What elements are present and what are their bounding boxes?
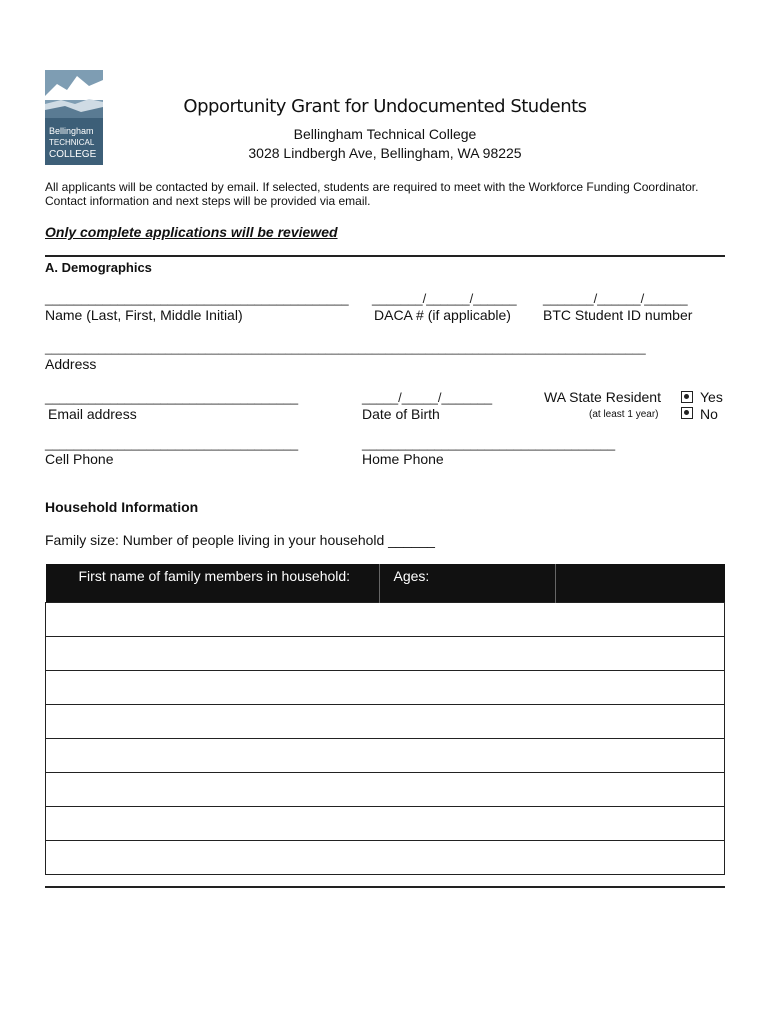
- address-field[interactable]: __________________________________________________________________________________________: [45, 341, 646, 355]
- family-name-cell[interactable]: [46, 637, 380, 671]
- logo-line-3: COLLEGE: [49, 149, 97, 160]
- resident-yes-label: Yes: [700, 389, 723, 405]
- table-row: [46, 705, 725, 739]
- resident-label: WA State Resident: [544, 389, 661, 405]
- age-cell[interactable]: [379, 773, 555, 807]
- table-row: [46, 841, 725, 875]
- age-cell[interactable]: [379, 807, 555, 841]
- col-first-name-header: First name of family members in household:: [46, 564, 380, 603]
- email-field[interactable]: ___________________________________: [45, 390, 299, 405]
- resident-yes-radio[interactable]: [681, 391, 693, 403]
- family-name-cell[interactable]: [46, 671, 380, 705]
- table-row: [46, 637, 725, 671]
- age-cell[interactable]: [379, 671, 555, 705]
- household-heading: Household Information: [45, 499, 199, 515]
- college-name: Bellingham Technical College: [293, 126, 477, 142]
- table-row: [46, 807, 725, 841]
- home-phone-label: Home Phone: [362, 451, 444, 467]
- name-field[interactable]: __________________________________________: [45, 291, 349, 306]
- page-title: Opportunity Grant for Undocumented Students: [183, 96, 587, 117]
- notice-text: Only complete applications will be reviewed: [45, 224, 338, 240]
- family-size-line[interactable]: Family size: Number of people living in your household ______: [45, 532, 435, 548]
- extra-cell[interactable]: [555, 603, 725, 637]
- resident-note: (at least 1 year): [589, 409, 659, 420]
- age-cell[interactable]: [379, 841, 555, 875]
- demographics-heading: A. Demographics: [45, 260, 152, 275]
- family-name-cell[interactable]: [46, 603, 380, 637]
- family-name-cell[interactable]: [46, 807, 380, 841]
- col-ages-header: Ages:: [379, 564, 555, 603]
- extra-cell[interactable]: [555, 841, 725, 875]
- section-divider: [45, 255, 725, 257]
- family-name-cell[interactable]: [46, 739, 380, 773]
- family-name-cell[interactable]: [46, 705, 380, 739]
- cell-phone-label: Cell Phone: [45, 451, 114, 467]
- extra-cell[interactable]: [555, 739, 725, 773]
- btc-id-field[interactable]: _______/______/______: [543, 291, 688, 306]
- email-label: Email address: [48, 406, 137, 422]
- table-row: [46, 603, 725, 637]
- age-cell[interactable]: [379, 603, 555, 637]
- address-label: Address: [45, 356, 97, 372]
- family-name-cell[interactable]: [46, 841, 380, 875]
- table-row: [46, 739, 725, 773]
- daca-label: DACA # (if applicable): [374, 307, 511, 323]
- bottom-rule: [45, 886, 725, 888]
- table-row: [46, 773, 725, 807]
- resident-no-radio[interactable]: [681, 407, 693, 419]
- extra-cell[interactable]: [555, 637, 725, 671]
- btc-id-label: BTC Student ID number: [543, 307, 693, 323]
- table-header-row: [46, 564, 725, 603]
- daca-field[interactable]: _______/______/______: [372, 291, 517, 306]
- college-address: 3028 Lindbergh Ave, Bellingham, WA 98225: [248, 145, 522, 161]
- logo-line-2: TECHNICAL: [49, 138, 95, 147]
- dob-label: Date of Birth: [362, 406, 440, 422]
- family-members-table: [45, 564, 725, 875]
- logo-line-1: Bellingham: [49, 126, 94, 136]
- cell-phone-field[interactable]: ___________________________________: [45, 436, 299, 451]
- name-label: Name (Last, First, Middle Initial): [45, 307, 243, 323]
- age-cell[interactable]: [379, 637, 555, 671]
- age-cell[interactable]: [379, 705, 555, 739]
- dob-field[interactable]: _____/_____/_______: [362, 390, 493, 405]
- extra-cell[interactable]: [555, 807, 725, 841]
- extra-cell[interactable]: [555, 773, 725, 807]
- resident-no-label: No: [700, 406, 718, 422]
- family-name-cell[interactable]: [46, 773, 380, 807]
- home-phone-field[interactable]: ___________________________________: [362, 436, 616, 451]
- table-row: [46, 671, 725, 705]
- col-extra-header: [555, 564, 725, 603]
- age-cell[interactable]: [379, 739, 555, 773]
- extra-cell[interactable]: [555, 671, 725, 705]
- intro-line-2: Contact information and next steps will be provided via email.: [45, 194, 371, 208]
- intro-line-1: All applicants will be contacted by email. If selected, students are required to meet with the Workforce Funding Coordinator.: [45, 180, 699, 194]
- family-table-body: [46, 603, 725, 875]
- extra-cell[interactable]: [555, 705, 725, 739]
